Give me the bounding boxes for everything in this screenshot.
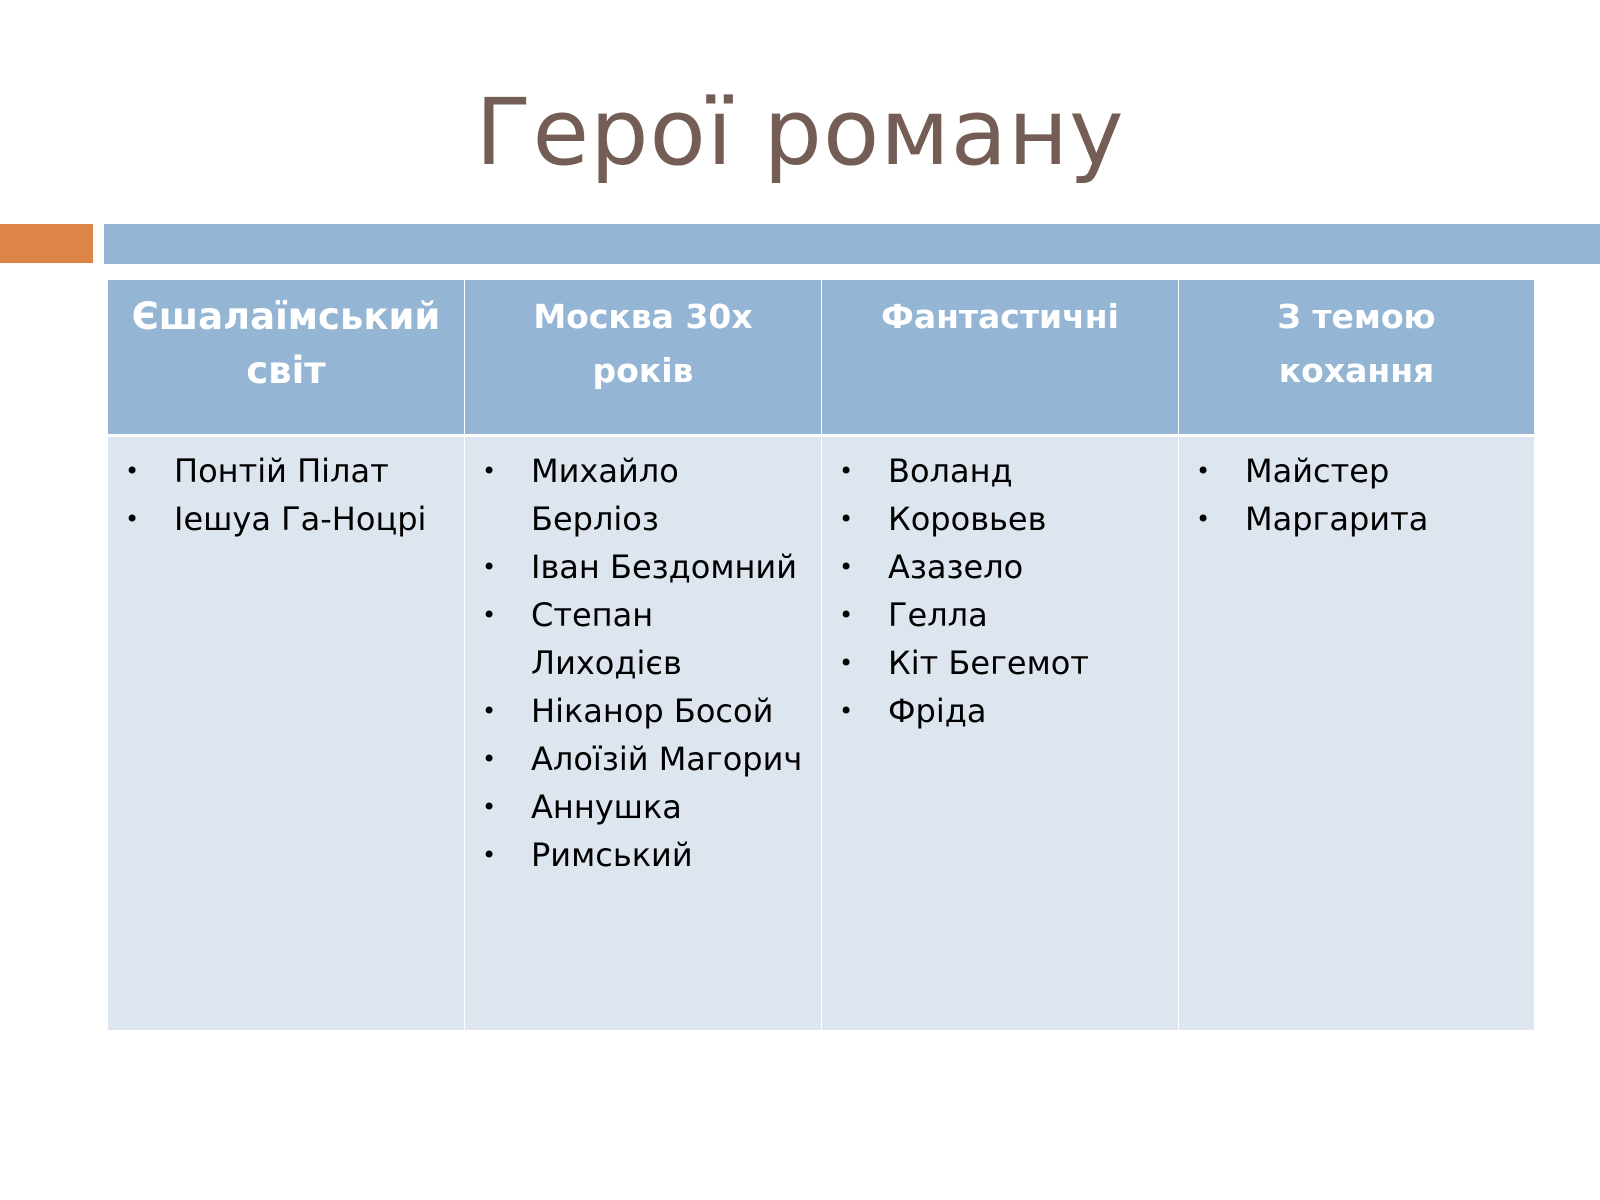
bullet-icon: •	[482, 745, 497, 773]
bullet-icon: •	[839, 601, 854, 629]
character-name: Коровьев	[888, 500, 1047, 538]
character-name: Іешуа Га-Ноцрі	[174, 500, 427, 538]
list-item	[475, 783, 811, 831]
list-item	[118, 495, 454, 543]
column-moscow	[465, 437, 821, 1030]
bullet-icon: •	[482, 457, 497, 485]
header-moscow: Москва 30х років	[465, 280, 821, 434]
title-divider-bar	[104, 224, 1600, 264]
character-name: Маргарита	[1245, 500, 1429, 538]
character-name: Римський	[531, 836, 693, 874]
character-name: Азазело	[888, 548, 1024, 586]
bullet-icon: •	[125, 505, 140, 533]
list-item	[832, 639, 1168, 687]
bullet-icon: •	[482, 793, 497, 821]
list-item	[475, 687, 811, 735]
accent-bar	[0, 224, 93, 263]
list-item	[1189, 447, 1524, 495]
column-yershalaim	[108, 437, 464, 1030]
character-name: Фріда	[888, 692, 987, 730]
character-name: Гелла	[888, 596, 988, 634]
header-yershalaim: Єшалаїмський світ	[108, 280, 464, 434]
list-item	[832, 591, 1168, 639]
list-item	[832, 495, 1168, 543]
list-item	[832, 687, 1168, 735]
bullet-icon: •	[482, 601, 497, 629]
header-fantastic: Фантастичні	[822, 280, 1178, 434]
bullet-icon: •	[482, 841, 497, 869]
list-item	[832, 543, 1168, 591]
list-item	[1189, 495, 1524, 543]
bullet-icon: •	[839, 505, 854, 533]
character-name: Степан Лиходієв	[531, 596, 682, 682]
bullet-icon: •	[482, 697, 497, 725]
characters-table	[108, 280, 1534, 1030]
list-item	[832, 447, 1168, 495]
bullet-icon: •	[125, 457, 140, 485]
character-name: Аннушка	[531, 788, 682, 826]
bullet-icon: •	[482, 553, 497, 581]
header-love: З темою кохання	[1179, 280, 1534, 434]
character-name: Алоїзій Магорич	[531, 740, 803, 778]
slide-title: Герої роману	[475, 79, 1125, 186]
character-name: Кіт Бегемот	[888, 644, 1089, 682]
character-name: Воланд	[888, 452, 1013, 490]
column-fantastic	[822, 437, 1178, 1030]
list-item	[475, 447, 811, 543]
bullet-icon: •	[839, 697, 854, 725]
character-name: Понтій Пілат	[174, 452, 389, 490]
list-item	[475, 543, 811, 591]
character-name: Іван Бездомний	[531, 548, 798, 586]
bullet-icon: •	[839, 553, 854, 581]
list-item	[118, 447, 454, 495]
character-name: Майстер	[1245, 452, 1390, 490]
bullet-icon: •	[839, 649, 854, 677]
bullet-icon: •	[839, 457, 854, 485]
list-item	[475, 591, 811, 687]
character-name: Ніканор Босой	[531, 692, 774, 730]
character-name: Михайло Берліоз	[531, 452, 679, 538]
column-love	[1179, 437, 1534, 1030]
list-item	[475, 735, 811, 783]
list-item	[475, 831, 811, 879]
bullet-icon: •	[1196, 457, 1211, 485]
bullet-icon: •	[1196, 505, 1211, 533]
